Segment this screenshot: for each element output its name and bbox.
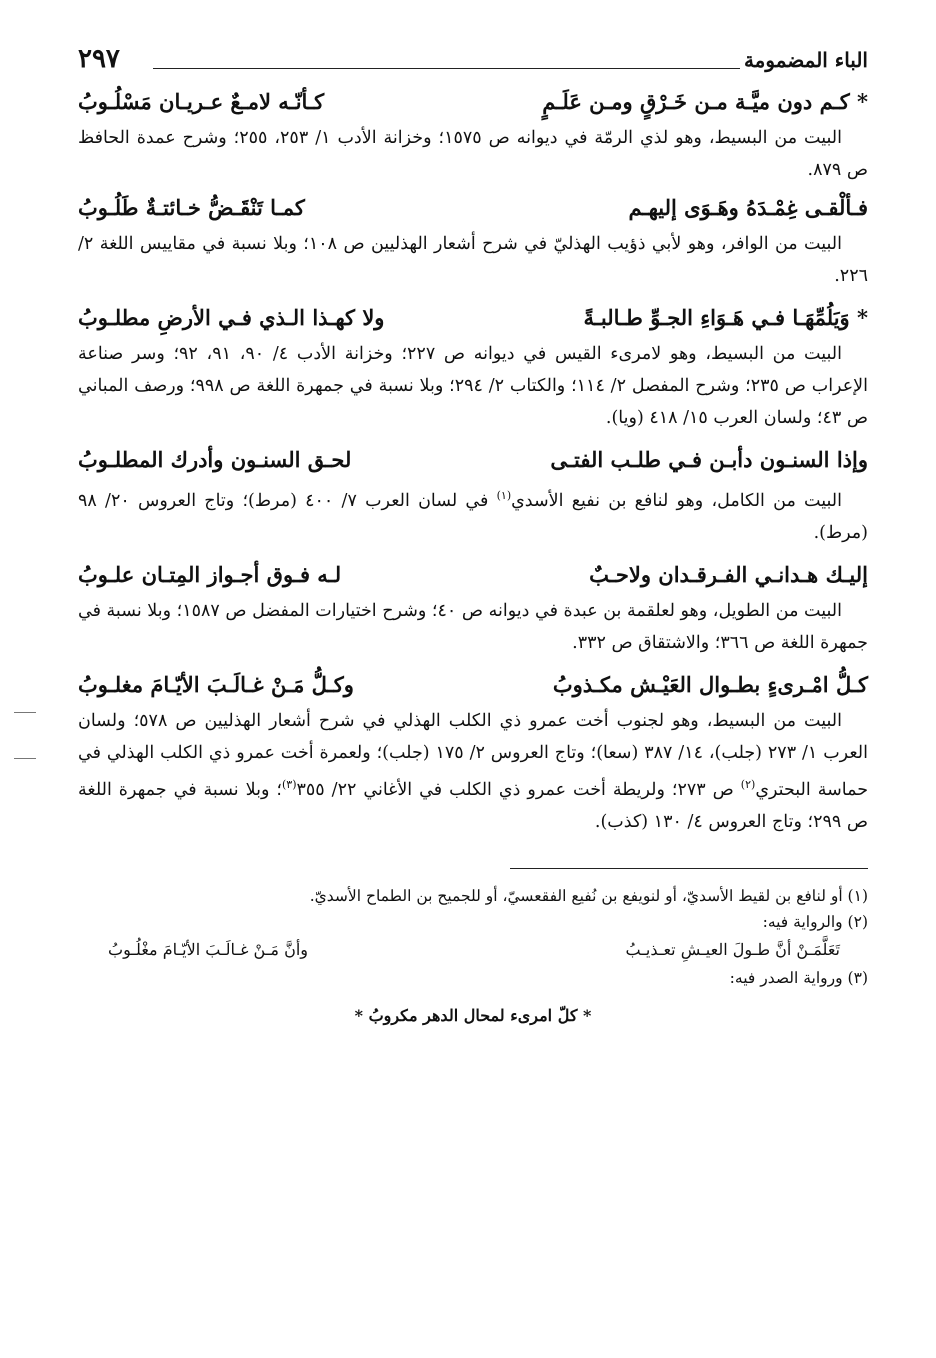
commentary-text: ص ٢٧٣؛ ولريطة أخت عمرو ذي الكلب في الأغاني ٢٢/ ٣٥٥ xyxy=(296,779,741,800)
commentary-text: البيت من البسيط، وهو لجنوب أخت عمرو ذي الكلب الهذلي في شرح أشعار الهذليين ص ٥٧٨؛ ولسان العرب ١/ ٢٧٣ (جلب)، ١٤/ ٣٨٧ (سعا)؛ وتاج العروس ٢/ ١٧٥ (جلب)؛ ولعمرة أخت عمرو ذي الكلب الهذلي في حماسة البحتري xyxy=(78,710,869,800)
verse-line xyxy=(78,188,868,228)
margin-mark xyxy=(14,712,36,713)
footnote-3-verse: * كلّ امرىء لمحال الدهر مكروبُ * xyxy=(354,1005,592,1025)
verse-second-hemistich: كـأنّـه لامـعٌ عـريـان مَسْلُـوبُ xyxy=(78,89,325,114)
margin-mark xyxy=(14,758,36,759)
footnote-ref: (٢) xyxy=(740,777,756,791)
header-rule xyxy=(153,68,740,69)
footnote-2-verse xyxy=(78,935,868,965)
verse-first-hemistich: * كـم دون ميَّـة مـن خَـرْقٍ ومـن عَلَـمٍ xyxy=(542,89,868,114)
verse-second-hemistich: وكـلُّ مَـنْ غـالَـبَ الأيّـامَ مغلـوبُ xyxy=(78,671,354,697)
footnote-1: (١) أو لنافع بن لقيط الأسديّ، أو لنويفع بن نُفيع الفقعسيّ، أو للجميح بن الطماح الأسديّ. xyxy=(309,886,868,905)
verse-commentary xyxy=(78,122,868,186)
verse-second-hemistich: ولا كهـذا الـذي فـي الأرضِ مطلـوبُ xyxy=(78,305,385,330)
verse-first-hemistich: وإذا السنـون دأبـن فـي طلـب الفتـى xyxy=(550,447,868,472)
verse-second-hemistich: لـه فـوق أجـواز المِتـان علـوبُ xyxy=(78,561,342,587)
footnote-ref: (١) xyxy=(496,489,512,502)
verse-commentary xyxy=(78,705,868,838)
verse-commentary xyxy=(78,228,868,292)
commentary-text: ؛ وبلا نسبة في جمهرة اللغة ص ٢٩٩؛ وتاج العروس ٤/ ١٣٠ (كذب). xyxy=(78,779,868,832)
page-number: ٢٩٧ xyxy=(78,44,120,74)
verse-line xyxy=(78,298,868,338)
commentary-text: في لسان العرب ٧/ ٤٠٠ (مرط)؛ وتاج العروس ٢٠/ ٩٨ (مرط). xyxy=(78,490,868,543)
verse-commentary xyxy=(78,480,868,549)
commentary-text: البيت من البسيط، وهو لذي الرمّة في ديوانه ص ١٥٧٥؛ وخزانة الأدب ١/ ٢٥٣، xyxy=(274,128,842,148)
commentary-text: البيت من الكامل، وهو لنافع بن نفيع الأسدي xyxy=(511,490,842,511)
page xyxy=(78,40,868,1340)
commentary-text: ٢٥٥؛ وشرح عمدة الحافظ ص ٨٧٩. xyxy=(78,128,868,180)
verse-first-hemistich: تَعَلَّمَـنْ أنَّ طـولَ العيـشِ تعـذيـبُ xyxy=(625,939,840,959)
verse-first-hemistich: إليـك هـدانـي الفـرقـدان ولاحـبٌ xyxy=(589,561,868,587)
page-header xyxy=(78,40,868,82)
footnote-ref: (٣) xyxy=(281,777,297,791)
verse-line xyxy=(78,555,868,595)
verse-line xyxy=(78,82,868,122)
verse-second-hemistich: وأنَّ مَـنْ غـالَـبَ الأيّـامَ مغْلُـوبُ xyxy=(108,939,308,959)
verse-line xyxy=(78,665,868,705)
verse-second-hemistich: كمـا تَنْقَـضُّ خـائتـةٌ طَلُـوبُ xyxy=(78,195,305,220)
footnote-separator xyxy=(510,868,868,869)
footnote-3: (٣) ورواية الصدر فيه: xyxy=(729,968,868,987)
verse-commentary xyxy=(78,595,868,659)
commentary-text: البيت من البسيط، وهو لامرىء القيس في ديوانه ص ٢٢٧؛ وخزانة الأدب ٤/ ٩٠، ٩١، ٩٢؛ وسر صناعة الإعراب ص ٢٣٥؛ وشرح المفصل ٢/ ١١٤؛ والكتاب ٢/ ٢٩٤؛ وبلا نسبة في جمهرة اللغة ص ٩٩٨؛ ورصف المباني ص ٤٣؛ ولسان العرب ١٥/ ٤١٨ (ويا). xyxy=(78,344,868,428)
verse-line xyxy=(78,440,868,480)
verse-first-hemistich: * وَيَلُمِّهَـا فـي هَـوَاءِ الجـوِّ طـالبـةً xyxy=(583,305,868,330)
verse-first-hemistich: فـألْقـى غِمْـدَهُ وهَـوَى إليهـم xyxy=(628,195,868,220)
section-title: الباء المضمومة xyxy=(743,48,868,72)
footnote-2: (٢) والرواية فيه: xyxy=(762,912,868,931)
verse-first-hemistich: كـلُّ امْـرىءٍ بطـوال العَيْـش مكـذوبُ xyxy=(552,671,868,697)
verse-second-hemistich: لحـق السنـون وأدرك المطلـوبُ xyxy=(78,447,352,472)
verse-commentary xyxy=(78,338,868,434)
commentary-text: البيت من الطويل، وهو لعلقمة بن عبدة في ديوانه ص ٤٠؛ وشرح اختيارات المفضل ص ١٥٨٧؛ وبلا نسبة في جمهرة اللغة ص ٣٦٦؛ والاشتقاق ص ٣٣٢. xyxy=(78,600,868,653)
commentary-text: البيت من الوافر، وهو لأبي ذؤيب الهذليّ في شرح أشعار الهذليين ص ١٠٨؛ وبلا نسبة في مقاييس اللغة ٢/ ٢٢٦. xyxy=(78,234,868,286)
